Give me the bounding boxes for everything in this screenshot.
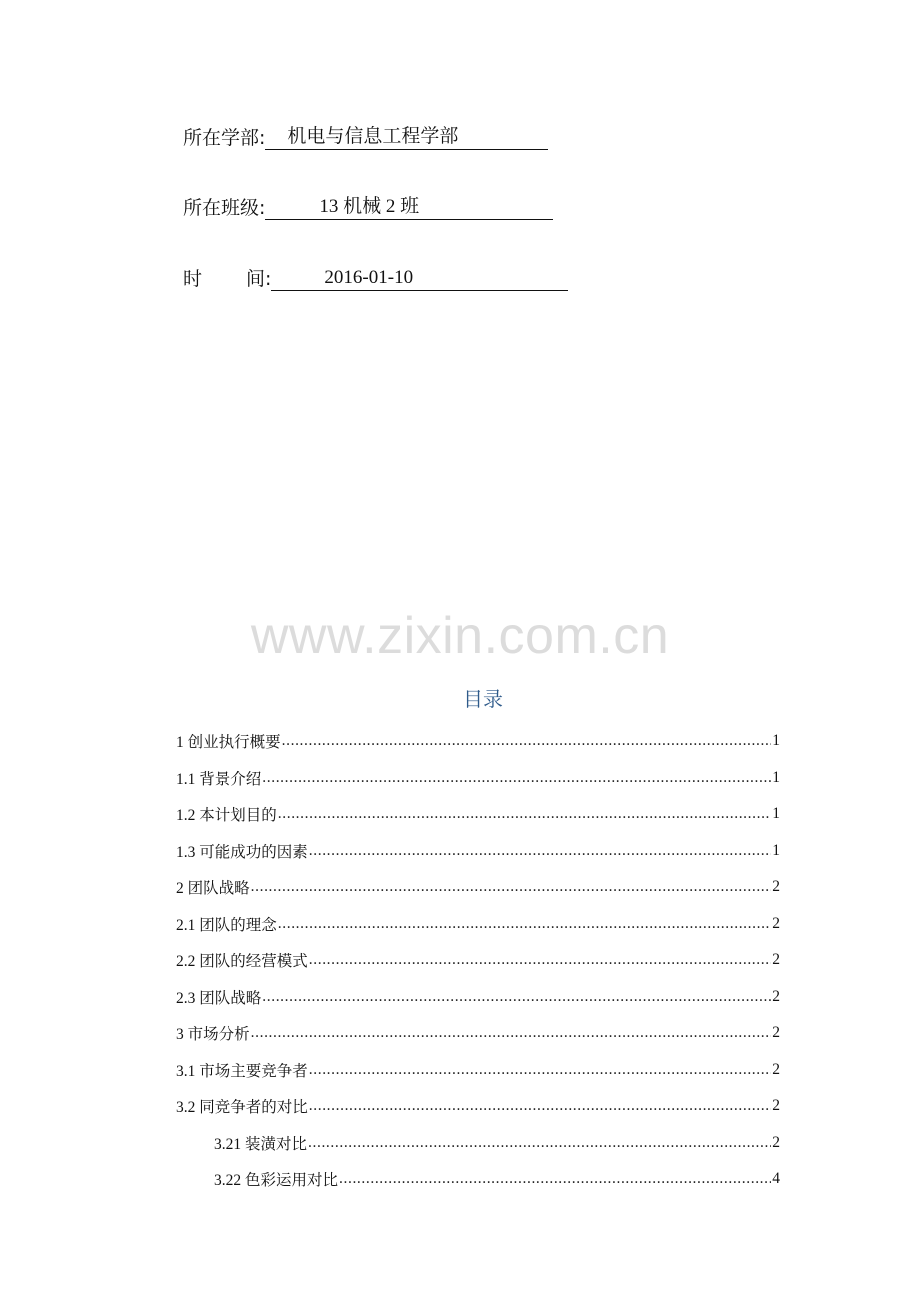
toc-entry-label: 3.21 装潢对比 [214, 1135, 308, 1153]
toc-entry-label: 1.1 背景介绍 [176, 770, 262, 788]
toc-entry-page: 2 [772, 1024, 780, 1042]
toc-entry-page: 1 [772, 841, 780, 859]
toc-entry-page: 2 [772, 1097, 780, 1115]
toc-leader-dots [339, 1169, 771, 1189]
toc-entry[interactable] [176, 1088, 780, 1125]
toc-entry-page: 1 [772, 768, 780, 786]
toc-leader-dots [251, 1023, 772, 1043]
toc-entry-label: 2.2 团队的经营模式 [176, 953, 308, 971]
toc-title: 目录 [463, 687, 503, 711]
toc-entry[interactable] [176, 760, 780, 797]
time-label-first: 时 [183, 268, 203, 290]
toc-leader-dots [251, 877, 772, 897]
toc-entry[interactable] [176, 796, 780, 833]
toc-leader-dots [309, 1096, 771, 1116]
toc-leader-dots [262, 768, 771, 788]
toc-leader-dots [309, 841, 771, 861]
toc-entry[interactable] [176, 869, 780, 906]
toc-entry[interactable] [176, 723, 780, 760]
toc-leader-dots [309, 1060, 771, 1080]
toc-entry[interactable] [176, 1125, 780, 1162]
toc-entry-label: 1.3 可能成功的因素 [176, 843, 308, 861]
toc-entry-page: 2 [772, 1133, 780, 1151]
toc-entry[interactable] [176, 906, 780, 943]
toc-entry-label: 3.2 同竞争者的对比 [176, 1099, 308, 1117]
class-label: 所在班级: [183, 197, 266, 219]
department-line [183, 116, 548, 150]
department-value: 机电与信息工程学部 [265, 123, 548, 150]
toc-entry-label: 2.1 团队的理念 [176, 916, 277, 934]
toc-leader-dots [262, 987, 771, 1007]
toc-entry-label: 3 市场分析 [176, 1026, 250, 1044]
toc-entry[interactable] [176, 1161, 780, 1198]
toc-entry-label: 2 团队战略 [176, 880, 250, 898]
time-line [183, 257, 568, 291]
toc-entry-label: 2.3 团队战略 [176, 989, 262, 1007]
toc-entry[interactable] [176, 1052, 780, 1089]
toc-entry[interactable] [176, 979, 780, 1016]
toc-entry[interactable] [176, 942, 780, 979]
toc-leader-dots [278, 804, 771, 824]
toc-leader-dots [282, 731, 772, 751]
toc-leader-dots [309, 950, 771, 970]
toc-entry-page: 2 [772, 914, 780, 932]
time-label-second: 间: [246, 268, 272, 290]
toc-entry-page: 2 [772, 1060, 780, 1078]
toc-entry-page: 2 [772, 878, 780, 896]
toc-entry-page: 2 [772, 951, 780, 969]
toc-entry-label: 3.1 市场主要竞争者 [176, 1062, 308, 1080]
toc-entry[interactable] [176, 833, 780, 870]
table-of-contents [176, 723, 780, 1198]
toc-leader-dots [308, 1133, 771, 1153]
toc-entry-label: 3.22 色彩运用对比 [214, 1172, 339, 1190]
toc-entry-page: 2 [772, 987, 780, 1005]
toc-entry-page: 1 [772, 732, 780, 750]
class-line [183, 186, 553, 220]
class-value: 13 机械 2 班 [265, 193, 553, 220]
toc-entry[interactable] [176, 1015, 780, 1052]
watermark: www.zixin.com.cn [250, 607, 670, 665]
toc-entry-page: 4 [772, 1170, 780, 1188]
toc-leader-dots [278, 914, 771, 934]
toc-entry-page: 1 [772, 805, 780, 823]
toc-entry-label: 1.2 本计划目的 [176, 807, 277, 825]
toc-entry-label: 1 创业执行概要 [176, 734, 281, 752]
time-value: 2016-01-10 [271, 264, 568, 291]
department-label: 所在学部: [183, 127, 266, 149]
